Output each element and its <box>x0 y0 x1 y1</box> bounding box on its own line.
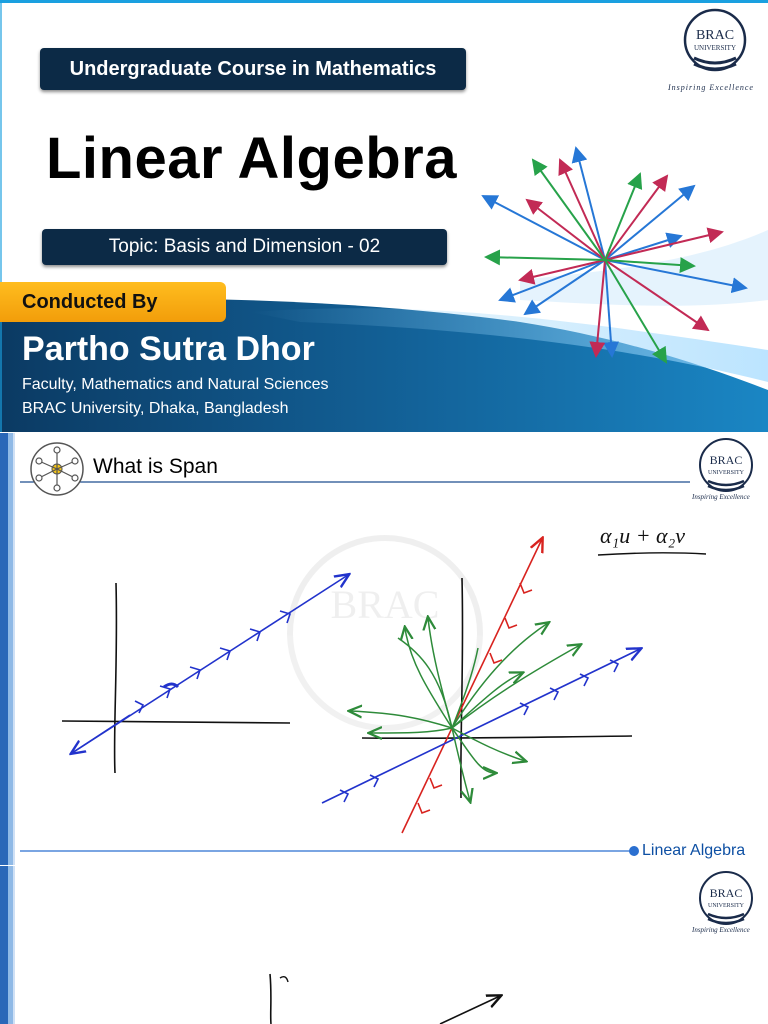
brac-logo-emblem <box>696 870 756 930</box>
logo-brac-text: BRAC <box>709 886 743 900</box>
logo-university-text: UNIVERSITY <box>708 903 744 909</box>
logo-tagline: Inspiring Excellence <box>692 493 750 501</box>
affiliation-line-1: Faculty, Mathematics and Natural Sciences <box>22 376 329 393</box>
slide-title: What is Span <box>93 455 218 478</box>
brac-logo-emblem <box>680 8 750 78</box>
left-axes <box>62 583 290 773</box>
title-slide <box>0 0 768 432</box>
brac-university-logo <box>696 870 756 930</box>
topic-label: Topic: Basis and Dimension - 02 <box>42 229 447 265</box>
logo-university-text: UNIVERSITY <box>694 44 736 52</box>
network-hub-icon <box>31 443 83 495</box>
span-slide <box>0 433 768 865</box>
logo-brac-text: BRAC <box>709 453 743 467</box>
brac-university-logo <box>680 8 750 84</box>
svg-text:BRAC: BRAC <box>330 582 440 627</box>
brac-university-logo <box>696 437 756 497</box>
author-name: Partho Sutra Dhor <box>22 330 315 368</box>
logo-university-text: UNIVERSITY <box>708 470 744 476</box>
footer-course-label: Linear Algebra <box>642 842 746 859</box>
span-slide-drawing <box>0 433 768 865</box>
watermark-logo <box>290 538 480 728</box>
main-title: Linear Algebra <box>46 126 457 191</box>
handwritten-formula: α₁u + α₂v <box>600 523 686 548</box>
logo-tagline: Inspiring Excellence <box>692 926 750 934</box>
next-slide-drawing <box>0 866 768 1024</box>
conducted-by-label: Conducted By <box>0 282 226 322</box>
next-slide-partial <box>0 866 768 1024</box>
logo-tagline: Inspiring Excellence <box>668 83 754 92</box>
course-label: Undergraduate Course in Mathematics <box>40 48 466 90</box>
left-span-line <box>72 575 348 753</box>
logo-brac-text: BRAC <box>695 28 735 43</box>
brac-logo-emblem <box>696 437 756 497</box>
affiliation-line-2: BRAC University, Dhaka, Bangladesh <box>22 400 289 417</box>
